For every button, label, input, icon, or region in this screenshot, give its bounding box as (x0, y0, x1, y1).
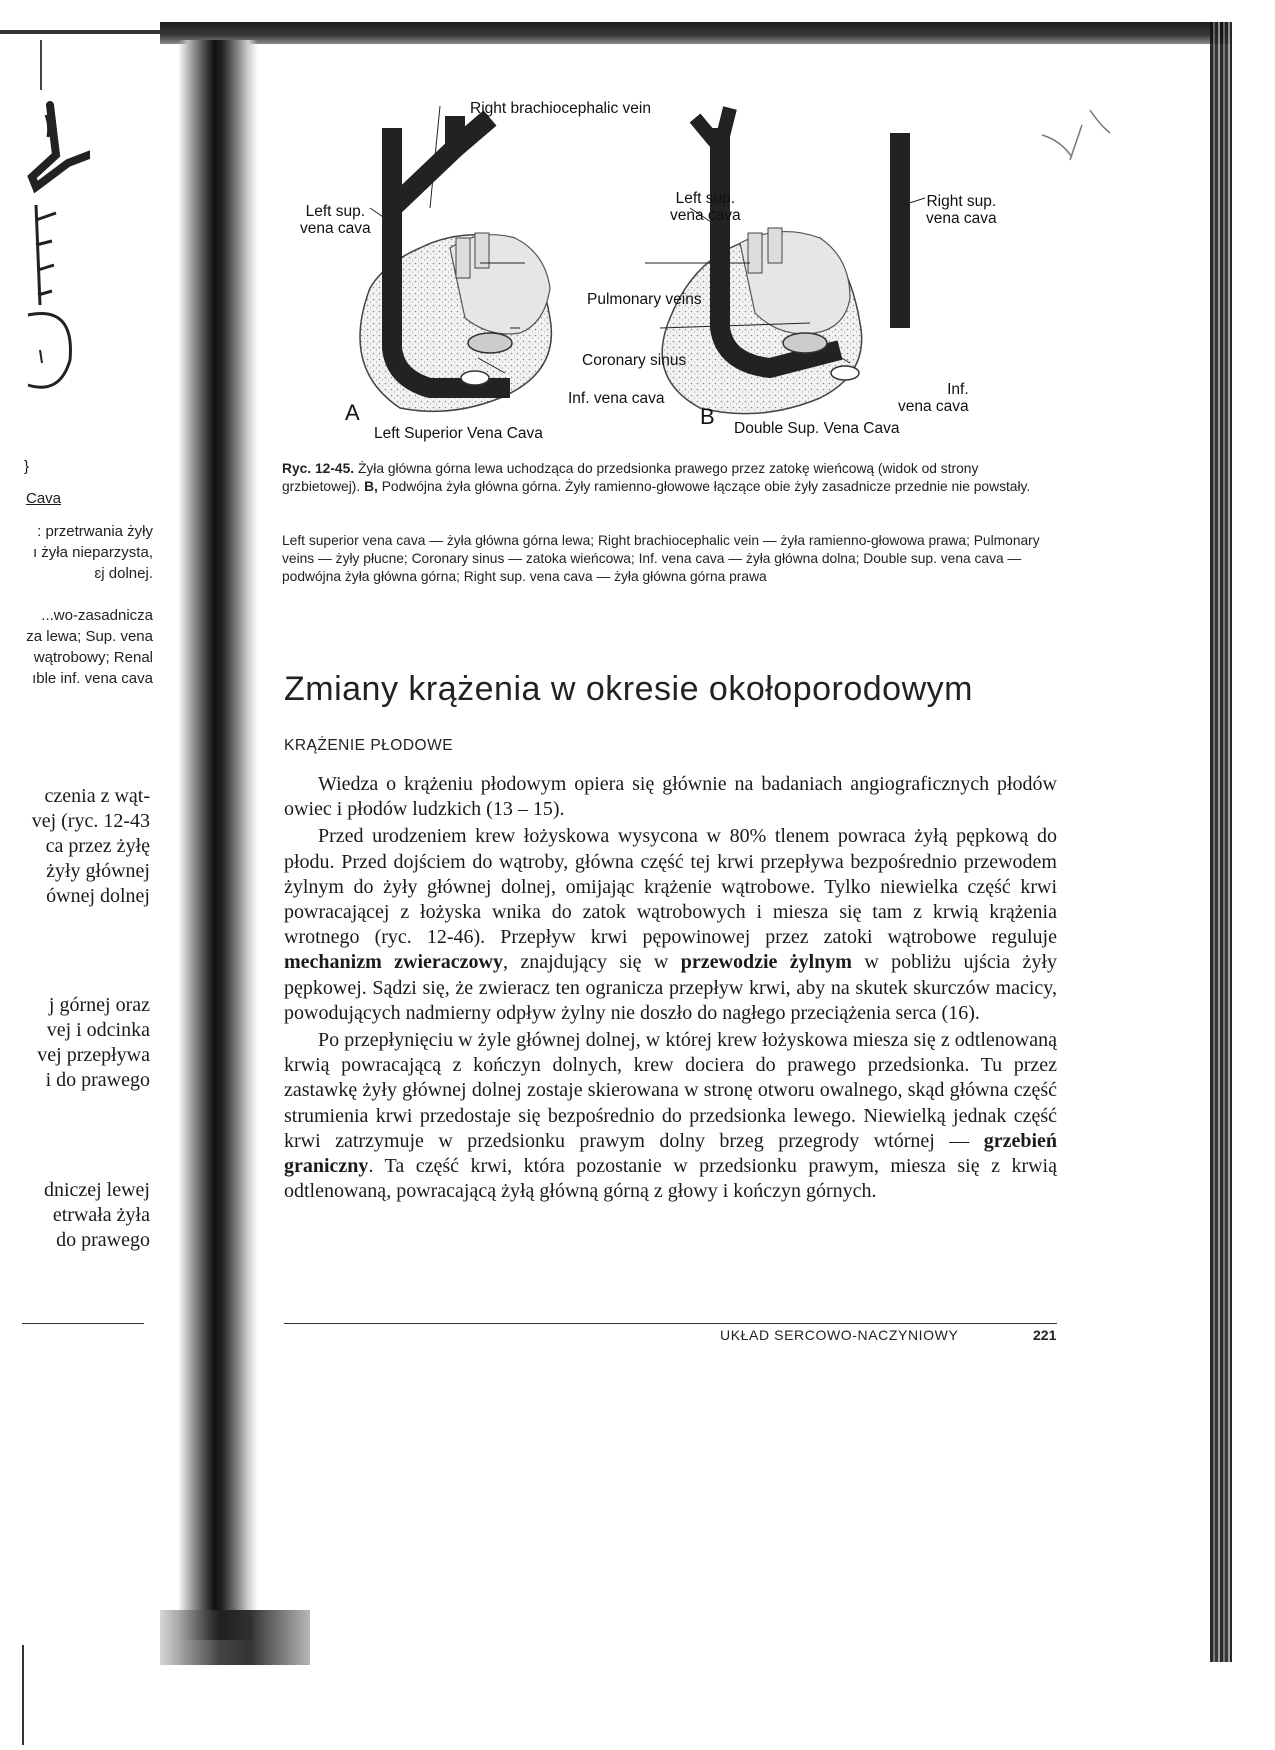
paragraph-2-part: Przed urodzeniem krew łożyskowa wysycona w 80% tlenem powraca żyłą pępkową do płodu. Przed dojściem do wątroby, główna część tej krwi przepływa bezpośrednio przewodem żylnym do żyły głównej dolnej, omijając krążenie wątrobowe. Tylko niewielka część krwi powracającej z łożyska wnika do zatok wątrobowych i miesza się tam z krwią krążenia wrotnego (ryc. 12-46). Przepływ krwi pępowinowej przez zatoki wątrobowe reguluje (284, 825, 1057, 949)
footer-section-title: UKŁAD SERCOWO-NACZYNIOWY (720, 1327, 959, 1343)
left-page-cava-label: Cava (26, 490, 62, 507)
scan-edge-top-left (0, 30, 200, 34)
left-text-line: ca przez żyłę (45, 835, 150, 857)
figure-legend: Left superior vena cava — żyła główna górna lewa; Right brachiocephalic vein — żyła ramienno-głowowa prawa; Pulmonary veins — żyły płucne; Coronary sinus — zatoka wieńcowa; Inf. vena cava — żyła główna dolna; Double sup. vena cava — podwójna żyła główna górna; Right sup. vena cava — żyła główna górna prawa (282, 533, 1040, 584)
left-page-paragraph-1 (0, 784, 150, 909)
label-right-sup-vena-cava: Right sup. vena cava (926, 193, 997, 227)
left-page-paragraph-2 (0, 993, 150, 1093)
margin-mark-top (40, 40, 42, 90)
paragraph-2 (284, 824, 1057, 1026)
caption-b-letter: B, (364, 479, 378, 494)
left-text-line: vej przepływa (37, 1044, 150, 1066)
caption-text-a: Żyła główna górna lewa uchodząca do przedsionka prawego przez zatokę wieńcową (widok od strony grzbietowej). (282, 461, 979, 494)
paragraph-1: Wiedza o krążeniu płodowym opiera się głównie na badaniach angiograficznych płodów owiec i płodów ludzkich (13 – 15). (284, 773, 1057, 821)
caption-text-b: Podwójna żyła główna górna. Żyły ramienno-głowowe łączące obie żyły zasadnicze przednie nie powstały. (377, 479, 1031, 494)
left-small-line: wątrobowy; Renal (33, 649, 153, 666)
term-przewodzie-zylnym: przewodzie żylnym (680, 951, 852, 974)
left-small-line: ɛj dolnej. (94, 565, 153, 582)
label-letter-a: A (345, 400, 360, 425)
left-text-line: dniczej lewej (43, 1179, 150, 1201)
left-page-paragraph-3 (0, 1178, 150, 1253)
label-right-brachiocephalic-vein: Right brachiocephalic vein (470, 100, 651, 117)
paragraph-2-part: , znajdujący się w (502, 951, 681, 974)
left-page-footer-rule (22, 1323, 144, 1324)
term-grzebien-graniczny: grzebień graniczny (284, 1129, 1057, 1178)
label-pulmonary-veins: Pulmonary veins (587, 291, 702, 308)
left-small-line: ıble inf. vena cava (32, 670, 153, 687)
left-small-line: ı żyła nieparzysta, (32, 544, 153, 561)
left-page-figure-fragment (20, 95, 90, 405)
left-small-line: : przetrwania żyły (37, 523, 153, 540)
term-mechanizm-zwieraczowy: mechanizm zwieraczowy (284, 951, 503, 974)
left-text-line: vej i odcinka (46, 1019, 150, 1041)
footer-rule (284, 1323, 1057, 1324)
paragraph-3-part: . Ta część krwi, która pozostanie w przedsionku prawym, miesza się z krwią odtlenowaną, powracającą żyłą główną górną z głowy i kończyn górnych. (284, 1155, 1057, 1203)
scan-shadow-top (160, 22, 1230, 44)
left-page-small-text (0, 521, 153, 689)
figure-caption (282, 460, 1057, 496)
label-inf-vena-cava-a: Inf. vena cava (568, 390, 665, 407)
section-heading: Zmiany krążenia w okresie okołoporodowym (284, 670, 973, 708)
left-small-line: za lewa; Sup. vena (26, 628, 153, 645)
body-text (284, 772, 1057, 1206)
left-text-line: żyły głównej (46, 860, 150, 882)
margin-mark-bottom (22, 1645, 24, 1745)
label-letter-b: B (700, 404, 715, 429)
heart-a (360, 106, 551, 411)
heart-figure (300, 88, 1060, 448)
title-double-sup-vena-cava: Double Sup. Vena Cava (734, 420, 900, 437)
left-text-line: czenia z wąt- (44, 785, 150, 807)
label-coronary-sinus: Coronary sinus (582, 352, 687, 369)
section-subheading: KRĄŻENIE PŁODOWE (284, 737, 454, 754)
left-text-line: vej (ryc. 12-43 (31, 810, 150, 832)
book-spine-foot (160, 1610, 310, 1665)
caption-ref: Ryc. 12-45. (282, 461, 355, 476)
left-small-line (0, 584, 153, 605)
left-page-marker: } (24, 458, 30, 475)
left-text-line: i do prawego (45, 1069, 150, 1091)
label-left-sup-vena-cava-b: Left sup. vena cava (670, 190, 741, 224)
heart-b (662, 108, 900, 414)
page-number: 221 (1033, 1327, 1057, 1343)
title-left-superior-vena-cava: Left Superior Vena Cava (374, 425, 543, 442)
scan-shadow-right (1210, 22, 1232, 1662)
left-text-line: ównej dolnej (46, 885, 150, 907)
left-text-line: etrwała żyła (52, 1204, 150, 1226)
label-left-sup-vena-cava-a: Left sup. vena cava (300, 203, 371, 237)
paragraph-3-part: Po przepłynięciu w żyle głównej dolnej, w której krew łożyskowa miesza się z odtlenowaną krwią powracającą z kończyn dolnych, krew dociera do prawego przedsionka. Tu przez zastawkę żyły głównej dolnej zostaje skierowana w stronę otworu owalnego, skąd główna część strumienia krwi przedostaje się bezpośrednio do przedsionka lewego. Niewielką jednak część krwi zatrzymuje w przedsionku prawym dolny brzeg przegrody wtórnej — (284, 1029, 1057, 1152)
left-text-line: j górnej oraz (48, 994, 150, 1016)
paragraph-3 (284, 1028, 1057, 1204)
left-small-line: ...wo-zasadnicza (41, 607, 153, 624)
left-text-line: do prawego (56, 1229, 150, 1251)
book-spine-shadow (178, 40, 258, 1640)
label-inf-vena-cava-b: Inf. vena cava (898, 381, 969, 415)
paragraph-2-part: w pobliżu ujścia żyły pępkowej. Sądzi się, że zwieracz ten ogranicza przepływ krwi, aby na skutek skurczów macicy, powodujących nadmierny odpływ żylny nie doszło do nagłego przeciążenia serca (16). (284, 951, 1057, 1024)
